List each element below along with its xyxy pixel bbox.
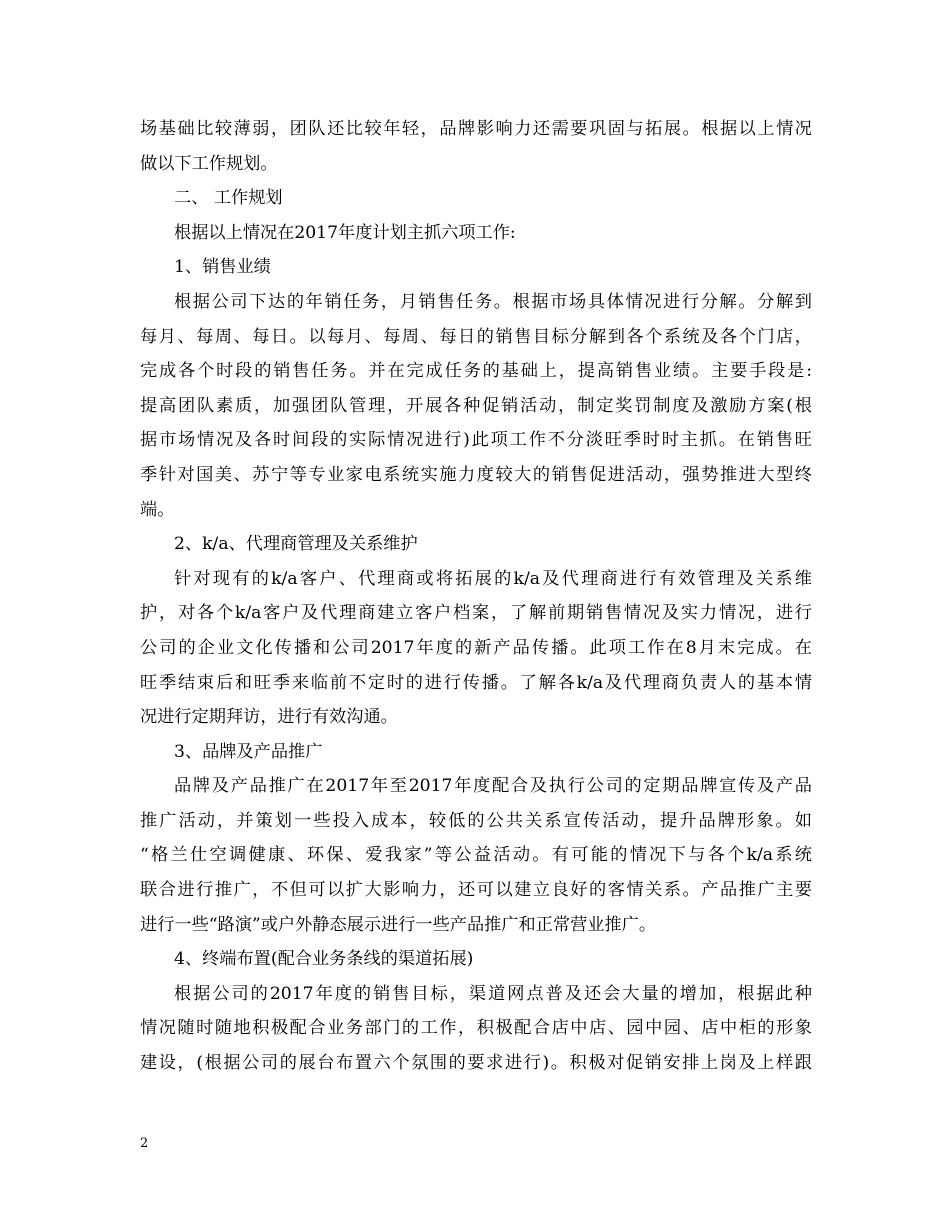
document-body <box>140 112 812 1081</box>
text-line: 做以下工作规划。 <box>140 153 278 174</box>
text-line: 建设，(根据公司的展台布置六个氛围的要求进行)。积极对促销安排上岗及上样跟 <box>140 1053 812 1074</box>
text-line: 4、终端布置(配合业务条线的渠道拓展) <box>174 949 474 970</box>
text-line: 端。 <box>140 499 175 520</box>
text-line: 1、销售业绩 <box>174 257 271 278</box>
text-line: “格兰仕空调健康、环保、爱我家”等公益活动。有可能的情况下与各个k/a系统 <box>140 845 812 866</box>
text-line: 根据以上情况在2017年度计划主抓六项工作: <box>174 222 516 243</box>
text-line: 品牌及产品推广在2017年至2017年度配合及执行公司的定期品牌宣传及产品 <box>174 776 812 797</box>
text-line: 联合进行推广，不但可以扩大影响力，还可以建立良好的客情关系。产品推广主要 <box>140 880 812 901</box>
text-line: 针对现有的k/a客户、代理商或将拓展的k/a及代理商进行有效管理及关系维 <box>174 568 812 589</box>
page-number: 2 <box>140 1136 149 1151</box>
text-line: 季针对国美、苏宁等专业家电系统实施力度较大的销售促进活动，强势推进大型终 <box>140 464 812 485</box>
text-line: 据市场情况及各时间段的实际情况进行)此项工作不分淡旺季时时主抓。在销售旺 <box>140 430 812 451</box>
text-line: 情况随时随地积极配合业务部门的工作，积极配合店中店、园中园、店中柜的形象 <box>140 1018 812 1039</box>
text-line: 根据公司下达的年销任务，月销售任务。根据市场具体情况进行分解。分解到 <box>174 291 812 312</box>
text-line: 推广活动，并策划一些投入成本，较低的公共关系宣传活动，提升品牌形象。如 <box>140 810 812 831</box>
text-line: 根据公司的2017年度的销售目标，渠道网点普及还会大量的增加，根据此种 <box>174 983 812 1004</box>
text-line: 2、k/a、代理商管理及关系维护 <box>174 534 418 555</box>
text-line: 二、 工作规划 <box>174 188 283 209</box>
text-line: 况进行定期拜访，进行有效沟通。 <box>140 707 398 728</box>
text-line: 每月、每周、每日。以每月、每周、每日的销售目标分解到各个系统及各个门店， <box>140 326 812 347</box>
text-line: 护，对各个k/a客户及代理商建立客户档案，了解前期销售情况及实力情况，进行 <box>140 603 812 624</box>
text-line: 旺季结束后和旺季来临前不定时的进行传播。了解各k/a及代理商负责人的基本情 <box>140 672 812 693</box>
text-line: 公司的企业文化传播和公司2017年度的新产品传播。此项工作在8月末完成。在 <box>140 637 812 658</box>
text-line: 提高团队素质，加强团队管理，开展各种促销活动，制定奖罚制度及激励方案(根 <box>140 395 812 416</box>
text-line: 完成各个时段的销售任务。并在完成任务的基础上，提高销售业绩。主要手段是: <box>140 361 812 382</box>
text-line: 3、品牌及产品推广 <box>174 741 323 762</box>
text-line: 场基础比较薄弱，团队还比较年轻，品牌影响力还需要巩固与拓展。根据以上情况 <box>140 119 812 139</box>
text-line: 进行一些“路演”或户外静态展示进行一些产品推广和正常营业推广。 <box>140 914 657 935</box>
